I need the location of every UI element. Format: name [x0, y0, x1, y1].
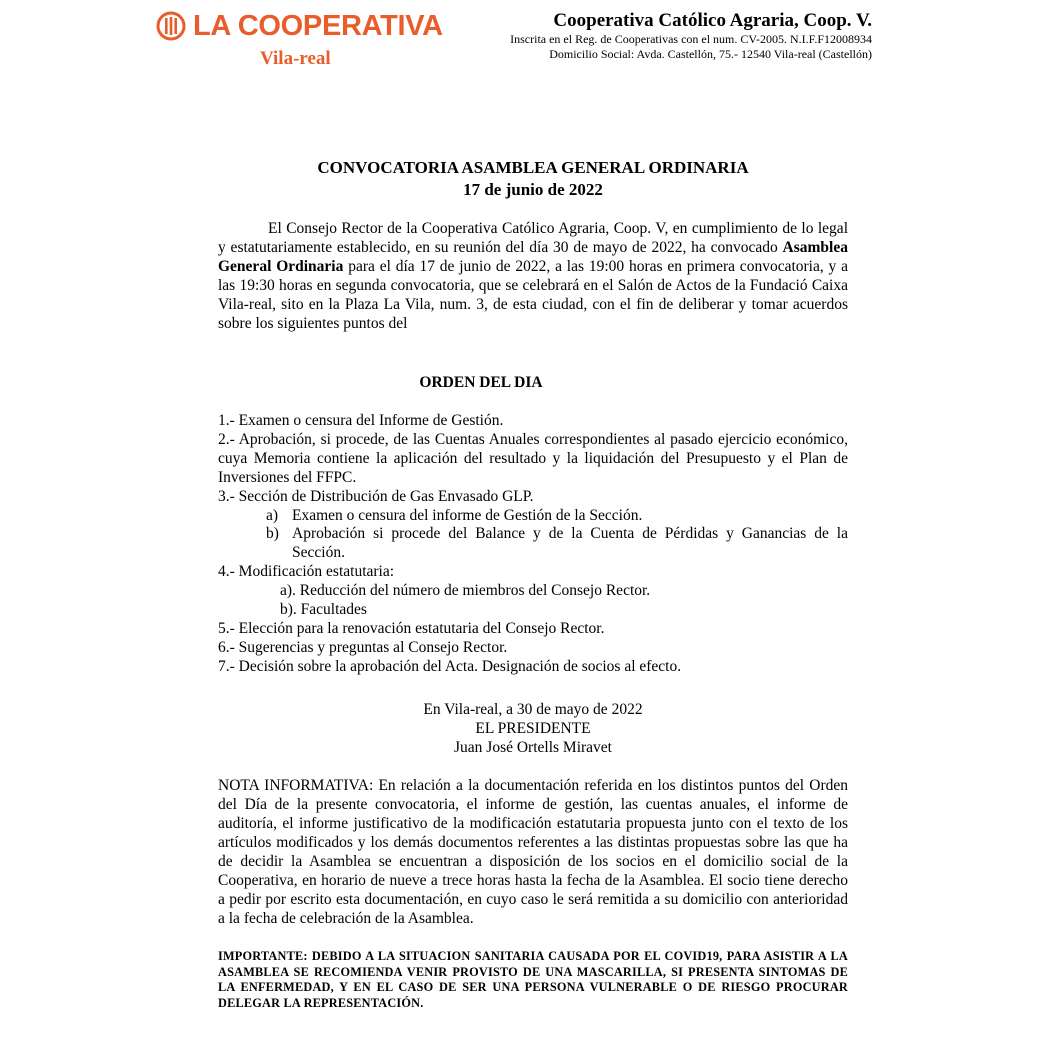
intro-bold: Asamblea General Ordinaria — [218, 238, 848, 275]
signature-role: EL PRESIDENTE — [475, 720, 591, 737]
organization-registration: Inscrita en el Reg. de Cooperativas con el num. CV-2005. N.I.F.F12008934 — [510, 32, 872, 46]
agenda-item-2: 2.- Aprobación, si procede, de las Cuentas Anuales correspondientes al pasado ejercicio económico, cuya Memoria contiene la aplicación del resultado y la liquidación del Presupuesto y el Plan de Inversiones del FFPC. — [218, 430, 848, 486]
document-date: 17 de junio de 2022 — [463, 180, 603, 199]
intro-paragraph — [218, 220, 848, 333]
agenda-item-7: 7.- Decisión sobre la aprobación del Acta. Designación de socios al efecto. — [218, 657, 682, 675]
cooperativa-logo — [156, 8, 456, 68]
signature-place-date: En Vila-real, a 30 de mayo de 2022 — [423, 701, 643, 718]
agenda-item-3a-label: a) — [266, 506, 279, 524]
agenda-item-3b-label: b) — [266, 525, 279, 543]
cooperativa-logo-icon — [156, 11, 186, 41]
agenda-item-6: 6.- Sugerencias y preguntas al Consejo Rector. — [218, 638, 508, 656]
agenda-item-4: 4.- Modificación estatutaria: — [218, 563, 395, 581]
informative-note: NOTA INFORMATIVA: En relación a la documentación referida en los distintos puntos del Orden del Día de la presente convocatoria, el informe de gestión, las cuentas anuales, el informe de auditoría, el informe justificativo de la modificación estatutaria propuesta junto con el texto de los artículos modificados y los demás documentos referentes a las distintas propuestas sobre las que ha de decidir la Asamblea se encuentran a disposición de los socios en el domicilio social de la Cooperativa, en horario de nueve a trece horas hasta la fecha de la Asamblea. El socio tiene derecho a pedir por escrito esta documentación, en cuyo caso le será remitida a su domicilio con anterioridad a la fecha de celebración de la Asamblea. — [218, 777, 848, 927]
agenda-item-3b — [218, 525, 848, 563]
agenda-heading: ORDEN DEL DIA — [419, 374, 543, 391]
intro-text-2: para el día 17 de junio de 2022, a las 19:00 horas en primera convocatoria, y a las 19:30 horas en segunda convocatoria, que se celebrará en el Salón de Actos de la Fundació Caixa Vila-real, sito en la Plaza La Vila, num. 3, de esta ciudad, con el fin de deliberar y tomar acuerdos sobre los siguientes puntos del — [218, 257, 849, 332]
signature-block — [218, 700, 848, 757]
agenda-item-1: 1.- Examen o censura del Informe de Gestión. — [218, 412, 504, 429]
agenda-list — [218, 412, 848, 677]
organization-header — [510, 10, 872, 62]
agenda-item-5: 5.- Elección para la renovación estatutaria del Consejo Rector. — [218, 619, 605, 637]
logo-name: LA COOPERATIVA — [193, 10, 443, 42]
organization-address: Domicilio Social: Avda. Castellón, 75.- 12540 Vila-real (Castellón) — [549, 47, 872, 61]
intro-text-1: El Consejo Rector de la Cooperativa Católico Agraria, Coop. V, en cumplimiento de lo legal y estatutariamente establecido, en su reunión del día 30 de mayo de 2022, ha convocado — [218, 220, 848, 256]
important-notice: IMPORTANTE: DEBIDO A LA SITUACION SANITARIA CAUSADA POR EL COVID19, PARA ASISTIR A LA ASAMBLEA SE RECOMIENDA VENIR PROVISTO DE UNA MASCARILLA, SI PRESENTA SINTOMAS DE LA ENFERMEDAD, Y EN EL CASO DE SER UNA PERSONA VULNERABLE O DE RIESGO PROCURAR DELEGAR LA REPRESENTACIÓN. — [218, 949, 848, 1010]
signature-name: Juan José Ortells Miravet — [454, 739, 612, 756]
organization-name: Cooperativa Católico Agraria, Coop. V. — [553, 10, 872, 31]
logo-town: Vila-real — [260, 48, 331, 69]
agenda-item-3b-text: Aprobación si procede del Balance y de la Cuenta de Pérdidas y Ganancias de la Sección. — [292, 525, 848, 562]
agenda-item-3a-text: Examen o censura del informe de Gestión de la Sección. — [292, 506, 643, 524]
agenda-item-4b: b). Facultades — [280, 601, 367, 619]
agenda-item-3: 3.- Sección de Distribución de Gas Envasado GLP. — [218, 487, 534, 505]
document-title: CONVOCATORIA ASAMBLEA GENERAL ORDINARIA — [317, 158, 749, 177]
agenda-item-4a: a). Reducción del número de miembros del Consejo Rector. — [280, 582, 651, 600]
agenda-item-3a — [218, 507, 848, 526]
